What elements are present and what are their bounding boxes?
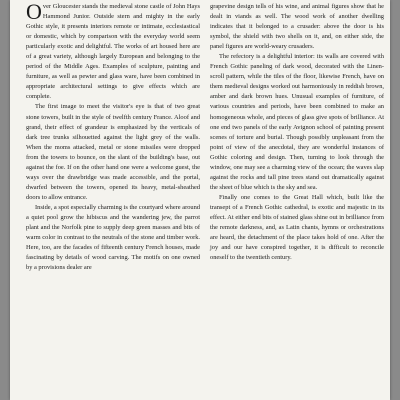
magazine-page: [10, 0, 390, 400]
drop-cap: O: [26, 0, 42, 24]
paragraph: The refectory is a delightful interior: its walls are covered with French Gothic paneling of dark wood, decorated with the Linen-scroll pattern, while the tiles of the floor, likewise French, have on them medieval designs worked out harmoniously in reddish brown, amber and dark brown hues. Unusual examples of furniture, of various countries and periods, have been combined to make an homogeneous whole, and pieces of glass give spots of brilliance. At one end two panels of the early Avignon school of painting present scenes of torture and burial. Though possibly unpleasant from the point of view of the anecdotal, they are wonderful instances of Gothic coloring and design. Then, turning to look through the window, one may see a charming view of the ocean; the waves slap against the rocks and tall pine trees stand out dramatically against the sheet of blue which is the sky and sea.: [210, 53, 384, 191]
left-column: [26, 2, 200, 273]
paragraph: Finally one comes to the Great Hall which, built like the transept of a French Gothic cathedral, is exotic and majestic in its effect. At either end bits of stained glass shine out in brilliance from the remote darkness, and, as Latin chants, hymns or orchestrations are heard, the detachment of the place takes hold of one. After the joy and our have conspired together, it is difficult to reconcile oneself to the twentieth century.: [210, 193, 384, 262]
paragraph: Inside, a spot especially charming is the courtyard where around a quiet pool grow the hibiscus and the wandering jew, the parrot plant and the Norfolk pine to supply deep green masses and bits of warm color in contrast to the neutrals of the stone and timber work. Here, too, are the facades of fifteenth century French houses, made fascinating by details of wood carving. The motifs on one owned by a provisions dealer are: [26, 203, 200, 272]
paragraph: grapevine design tells of his wine, and animal figures show that he dealt in viands as well. The wood work of another dwelling indicates that it belonged to a crusader: above the door is his symbol, the shield with two shells on it, and, on either side, the panel figures are world-weary crusaders.: [210, 3, 384, 51]
paragraph: The first image to meet the visitor's eye is that of two great stone towers, built in the style of twelfth century France. Aloof and grand, their effect of grandeur is emphasized by the verticals of dark tree trunks silhouetted against the light grey of the walls. When the moms attacked, metal or stone missiles were dropped from the towers to bounce, on the slant of the building's base, out against the foe. If on the other hand one were a welcome guest, the ways over the drawbridge was made accessible, and the portal, dwarfed between the towers, opened its heavy, metal-sheathed doors to allow entrance.: [26, 103, 200, 201]
right-column: [210, 2, 384, 263]
paragraph-text: ver Gloucester stands the medieval stone castle of John Hays Hammond Junior. Outside stern and mighty in the early Gothic style, it presents interiors remote or intimate, ecclesiastical or domestic, which by comparison with the everyday world seem particularly exotic and delightful. The works of art housed here are of a great variety, although largely European and belonging to the period of the Middle Ages. Examples of sculpture, painting and furniture, as well as pewter and glass ware, have been combined in appropriate architectural settings to give effects which are complete.: [26, 3, 200, 101]
paragraph: [26, 2, 200, 102]
